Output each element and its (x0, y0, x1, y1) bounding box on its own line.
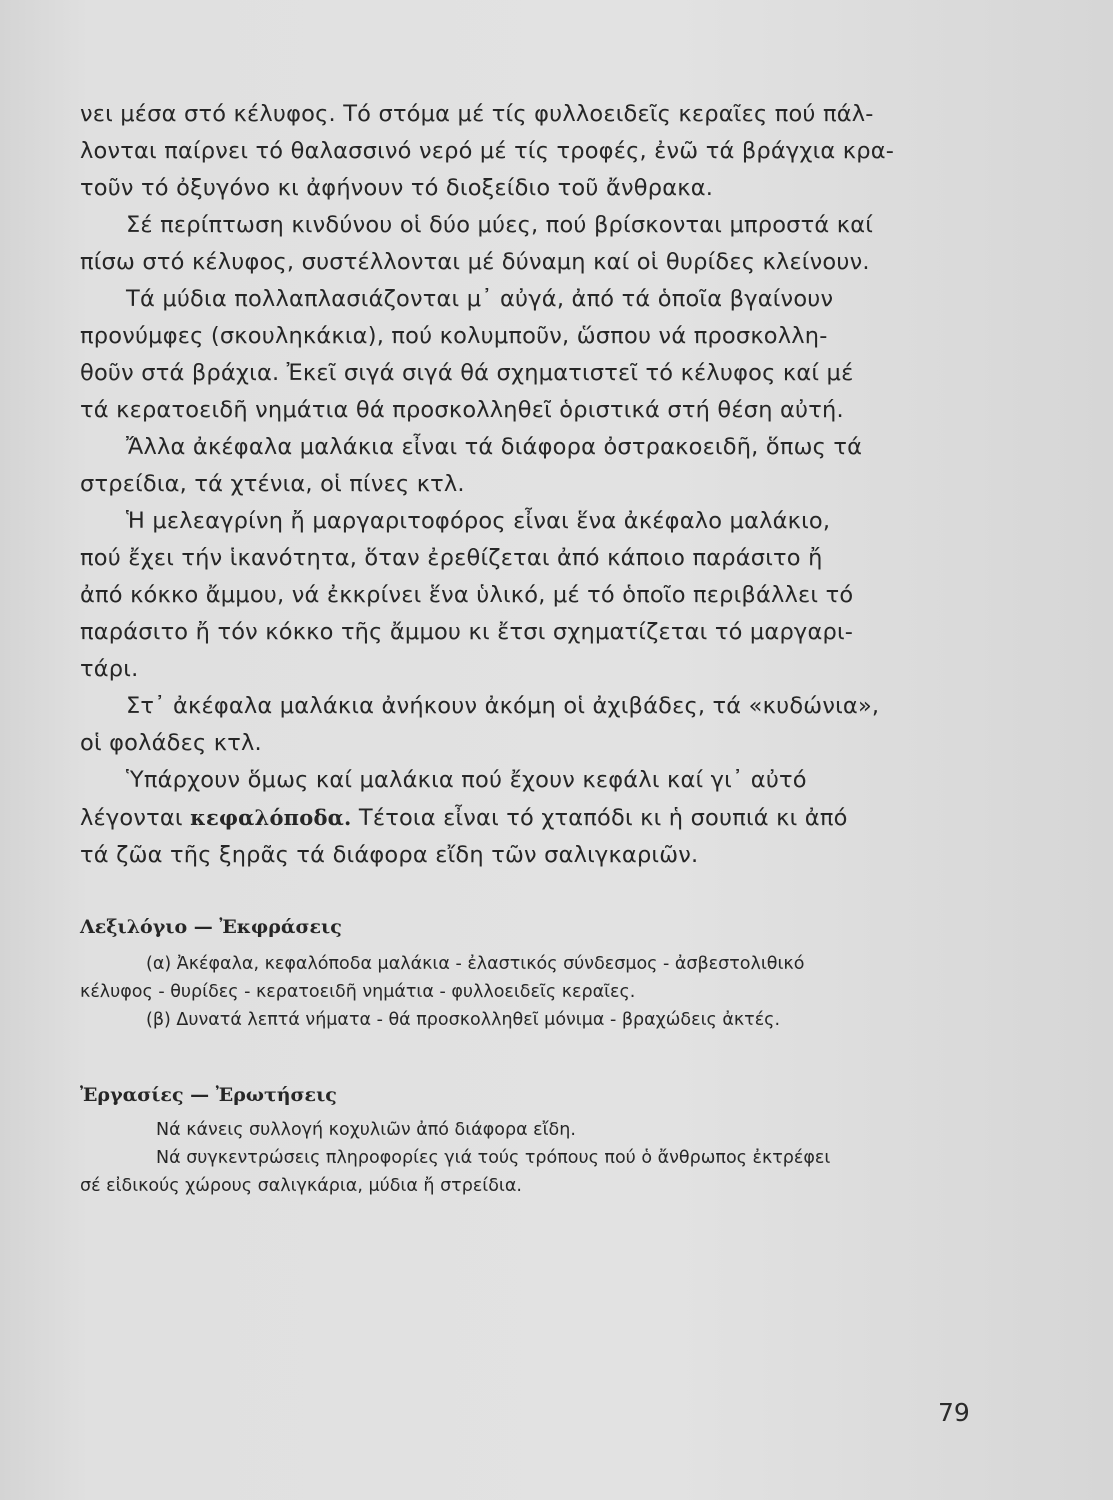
text-line: νει μέσα στό κέλυφος. Τό στόμα μέ τίς φυλλοειδεῖς κεραῖες πού πάλ- (80, 101, 874, 127)
text-line: τάρι. (80, 656, 139, 682)
text-line: Ὑπάρχουν ὅμως καί μαλάκια πού ἔχουν κεφάλι καί γι᾿ αὐτό (126, 767, 807, 793)
bold-term: κεφαλόποδα. (190, 805, 352, 830)
text-line: παράσιτο ἤ τόν κόκκο τῆς ἄμμου κι ἔτσι σχηματίζεται τό μαργαρι- (80, 619, 854, 645)
paragraph-3 (80, 281, 960, 429)
text-line: Ἡ μελεαγρίνη ἤ μαργαριτοφόρος εἶναι ἕνα ἀκέφαλο μαλάκιο, (126, 508, 831, 534)
text-line: τά κερατοειδῆ νημάτια θά προσκολληθεῖ ὁριστικά στή θέση αὐτή. (80, 397, 844, 423)
body-text (80, 96, 960, 1200)
text-line: Στ᾿ ἀκέφαλα μαλάκια ἀνήκουν ἀκόμη οἱ ἀχιβάδες, τά «κυδώνια», (126, 693, 880, 719)
paragraph-4 (80, 429, 960, 503)
paragraph-5 (80, 503, 960, 688)
vocabulary-item-b: (β) Δυνατά λεπτά νήματα - θά προσκολληθεῖ μόνιμα - βραχώδεις ἀκτές. (146, 1010, 781, 1030)
text-line: οἱ φολάδες κτλ. (80, 730, 262, 756)
text-line: θοῦν στά βράχια. Ἐκεῖ σιγά σιγά θά σχηματιστεῖ τό κέλυφος καί μέ (80, 360, 854, 386)
task-item-2-cont: σέ εἰδικούς χώρους σαλιγκάρια, μύδια ἤ στρείδια. (80, 1176, 522, 1196)
text-line: λονται παίρνει τό θαλασσινό νερό μέ τίς τροφές, ἐνῶ τά βράγχια κρα- (80, 138, 895, 164)
task-item-1: Νά κάνεις συλλογή κοχυλιῶν ἀπό διάφορα εἴδη. (156, 1120, 576, 1140)
text-fragment: Τέτοια εἶναι τό χταπόδι κι ἡ σουπιά κι ἀπό (351, 805, 848, 831)
text-line: τά ζῶα τῆς ξηρᾶς τά διάφορα εἴδη τῶν σαλιγκαριῶν. (80, 842, 699, 868)
text-line (80, 799, 960, 837)
task-item-2: Νά συγκεντρώσεις πληροφορίες γιά τούς τρόπους πού ὁ ἄνθρωπος ἐκτρέφει (156, 1148, 831, 1168)
text-line: Ἄλλα ἀκέφαλα μαλάκια εἶναι τά διάφορα ὀστρακοειδῆ, ὅπως τά (126, 434, 863, 460)
text-line: προνύμφες (σκουληκάκια), πού κολυμποῦν, ὥσπου νά προσκολλη- (80, 323, 828, 349)
text-line: Τά μύδια πολλαπλασιάζονται μ᾿ αὐγά, ἀπό τά ὁποῖα βγαίνουν (126, 286, 834, 312)
vocabulary-heading: Λεξιλόγιο — Ἐκφράσεις (80, 916, 342, 938)
text-line: πίσω στό κέλυφος, συστέλλονται μέ δύναμη καί οἱ θυρίδες κλείνουν. (80, 249, 870, 275)
paragraph-1 (80, 96, 960, 207)
vocabulary-item-a-cont: κέλυφος - θυρίδες - κερατοειδῆ νημάτια - φυλλοειδεῖς κεραῖες. (80, 982, 636, 1002)
vocabulary-item-a: (α) Ἀκέφαλα, κεφαλόποδα μαλάκια - ἐλαστικός σύνδεσμος - ἀσβεστολιθικό (146, 954, 805, 974)
text-line: πού ἔχει τήν ἱκανότητα, ὅταν ἐρεθίζεται ἀπό κάποιο παράσιτο ἤ (80, 545, 823, 571)
text-line: ἀπό κόκκο ἄμμου, νά ἐκκρίνει ἕνα ὑλικό, μέ τό ὁποῖο περιβάλλει τό (80, 582, 854, 608)
text-line: Σέ περίπτωση κινδύνου οἱ δύο μύες, πού βρίσκονται μπροστά καί (126, 212, 874, 238)
tasks-heading: Ἐργασίες — Ἐρωτήσεις (80, 1084, 337, 1106)
paragraph-6 (80, 688, 960, 762)
text-line: τοῦν τό ὀξυγόνο κι ἀφήνουν τό διοξείδιο τοῦ ἄνθρακα. (80, 175, 714, 201)
page-number: 79 (938, 1398, 970, 1427)
paragraph-2 (80, 207, 960, 281)
paragraph-7 (80, 762, 960, 874)
text-line: στρείδια, τά χτένια, οἱ πίνες κτλ. (80, 471, 465, 497)
tasks-list (80, 1116, 960, 1200)
vocabulary-list (80, 950, 960, 1034)
text-fragment: λέγονται (80, 805, 191, 831)
